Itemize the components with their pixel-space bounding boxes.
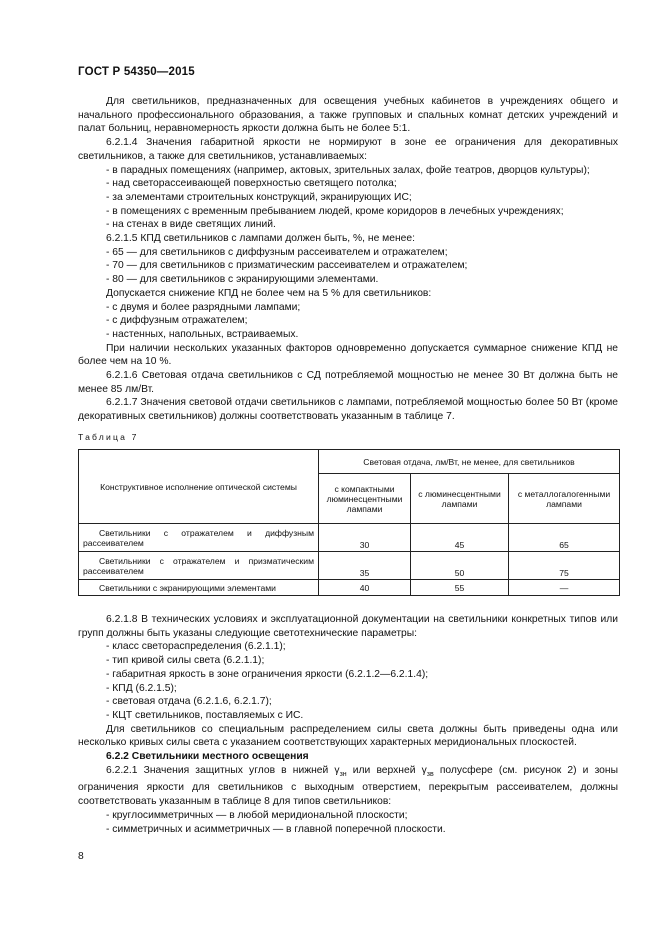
table-row xyxy=(79,552,620,580)
paragraph: - 70 — для светильников с призматическим рассеивателем и отражателем; xyxy=(106,260,468,272)
paragraph: - с двумя и более разрядными лампами; xyxy=(106,301,301,313)
table-cell-value: — xyxy=(509,580,620,596)
paragraph: 6.2.1.4 Значения габаритной яркости не нормируют в зоне ее ограничения для декоративных светильников, а также для светильников, устанавливаемых: xyxy=(78,137,618,162)
paragraph: 6.2.1.8 В технических условиях и эксплуатационной документации на светильники конкретных типов или групп должны быть указаны следующие светотехнические параметры: xyxy=(78,614,618,639)
page-number: 8 xyxy=(78,851,84,862)
paragraph: 6.2.2 Светильники местного освещения xyxy=(106,751,309,763)
paragraph: Для светильников, предназначенных для освещения учебных кабинетов в учреждениях общего и начального профессионального образования, а также групповых и спальных комнат детских учреждений и палат больниц, неравномерность яркости должна быть не более 5:1. xyxy=(78,96,618,135)
paragraph: - за элементами строительных конструкций, экранирующих ИС; xyxy=(106,191,412,203)
table-7 xyxy=(78,449,620,596)
paragraph: - настенных, напольных, встраиваемых. xyxy=(106,328,299,340)
table-subheader-metal-halide: с металлогалогенными лампами xyxy=(509,474,620,524)
table-row-label: Светильники с экранирующими элементами xyxy=(79,580,319,596)
body-text-top xyxy=(78,95,618,424)
paragraph: - на стенах в виде светящих линий. xyxy=(106,219,276,231)
table-header-construction: Конструктивное исполнение оптической системы xyxy=(79,450,319,524)
table-row-label: Светильники с отражателем и диффузным рассеивателем xyxy=(79,524,319,552)
paragraph: - тип кривой силы света (6.2.1.1); xyxy=(106,655,265,667)
table-cell-value: 50 xyxy=(411,552,509,580)
document-header: ГОСТ Р 54350—2015 xyxy=(78,66,195,78)
paragraph: Допускается снижение КПД не более чем на 5 % для светильников: xyxy=(106,287,432,299)
table-cell-value: 75 xyxy=(509,552,620,580)
paragraph: - 65 — для светильников с диффузным рассеивателем и отражателем; xyxy=(106,246,448,258)
table-cell-value: 65 xyxy=(509,524,620,552)
paragraph: - с диффузным отражателем; xyxy=(106,315,248,327)
table-cell-value: 35 xyxy=(319,552,411,580)
paragraph: - в помещениях с временным пребыванием людей, кроме коридоров в лечебных учреждениях; xyxy=(106,205,564,217)
paragraph: - круглосимметричных — в любой меридиональной плоскости; xyxy=(106,809,408,821)
paragraph: 6.2.1.5 КПД светильников с лампами должен быть, %, не менее: xyxy=(106,233,415,245)
body-text-end-paragraphs xyxy=(78,809,618,836)
table-row xyxy=(79,524,620,552)
table-header-luminous-efficacy: Световая отдача, лм/Вт, не менее, для светильников xyxy=(319,450,620,474)
paragraph: - 80 — для светильников с экранирующими элементами. xyxy=(106,274,379,286)
paragraph: - КЦТ светильников, поставляемых с ИС. xyxy=(106,709,304,721)
body-text-bottom-paragraphs xyxy=(78,613,618,764)
table-row-label: Светильники с отражателем и призматическим рассеивателем xyxy=(79,552,319,580)
paragraph: - над светорассеивающей поверхностью светящего потолка; xyxy=(106,178,397,190)
table-cell-value: 30 xyxy=(319,524,411,552)
table-subheader-fluorescent: с люминесцентными лампами xyxy=(411,474,509,524)
paragraph: Для светильников со специальным распределением силы света должны быть приведены одна или несколько кривых силы света с указанием соответствующих характерных меридиональных плоскостей. xyxy=(78,723,618,749)
paragraph: - КПД (6.2.1.5); xyxy=(106,682,177,694)
paragraph-6-2-2-1: 6.2.2.1 Значения защитных углов в нижней $\gamma_{зн}$ или верхней $\gamma_{зв}$ полусфере (см. рисунок 2) и зоны ограничения яркости для светильников с выходным отверстием, перекрытым рассеивателем, должны соответствовать указанным в таблице 8 для типов светильников: xyxy=(78,764,618,808)
paragraph: - в парадных помещениях (например, актовых, зрительных залах, фойе театров, дворцов культуры); xyxy=(106,164,590,176)
paragraph: 6.2.1.6 Световая отдача светильников с СД потребляемой мощностью не менее 30 Вт должна быть не менее 85 лм/Вт. xyxy=(78,370,618,395)
table-cell-value: 55 xyxy=(411,580,509,596)
paragraph: - световая отдача (6.2.1.6, 6.2.1.7); xyxy=(106,696,272,708)
paragraph: 6.2.1.7 Значения световой отдачи светильников с лампами, потребляемой мощностью более 50 Вт (кроме декоративных светильников) должны соответствовать указанным в таблице 7. xyxy=(78,397,618,423)
paragraph: При наличии нескольких указанных факторов одновременно допускается суммарное снижение КПД не более чем на 10 %. xyxy=(78,342,618,368)
table-caption: Таблица 7 xyxy=(78,432,139,442)
body-text-bottom xyxy=(78,613,618,836)
paragraph: - класс светораспределения (6.2.1.1); xyxy=(106,641,286,653)
table-cell-value: 40 xyxy=(319,580,411,596)
paragraph: - симметричных и асимметричных — в главной поперечной плоскости. xyxy=(106,823,446,835)
table-row xyxy=(79,580,620,596)
table-subheader-compact-fluorescent: с компактными люминесцентными лампами xyxy=(319,474,411,524)
paragraph: - габаритная яркость в зоне ограничения яркости (6.2.1.2—6.2.1.4); xyxy=(106,668,429,680)
table-cell-value: 45 xyxy=(411,524,509,552)
